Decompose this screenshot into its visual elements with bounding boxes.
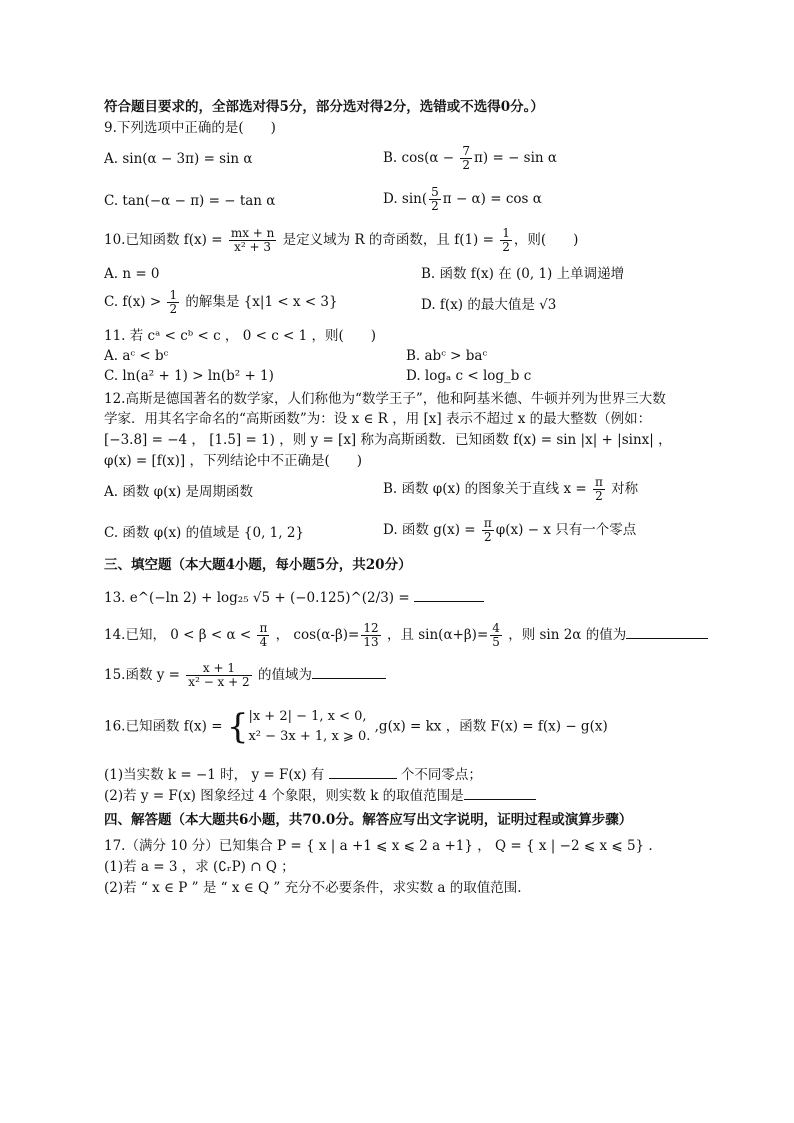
q17-line-3: (2)若 “ x ∈ P ” 是 “ x ∈ Q ” 充分不必要条件，求实数 a 的取值范围. [104, 880, 522, 896]
answer-blank [312, 664, 386, 679]
section-header-note: 符合题目要求的，全部选对得5分，部分选对得2分，选错或不选得0分。） [104, 99, 544, 115]
q9-option-d: D. sin( $\frac{5}{2}$ π − α) = cos α [383, 185, 542, 213]
q12-option-c: C. 函数 φ(x) 的值域是 {0, 1, 2} [104, 525, 305, 541]
fraction: $\frac{mx + n}{\text{x² + 3}}$ [230, 226, 275, 254]
fraction: $\frac{12}{13}$ [363, 621, 379, 649]
q12-option-b: B. 函数 φ(x) 的图象关于直线 x = $\frac{\pi}{2}$ 对称 [383, 475, 639, 503]
q9-option-b: B. cos(α − $\frac{7}{2}$ π) = − sin α [383, 144, 558, 172]
fraction: $\frac{5}{2}$ [431, 185, 439, 213]
answer-blank [414, 587, 484, 602]
piecewise-cases: |x + 2| − 1, x < 0, x² − 3x + 1, x ⩾ 0. [248, 709, 371, 744]
q14: 14.已知， 0 < β < α < $\frac{\pi}{4}$ ， cos(α-β)= $\frac{12}{13}$ ，且 sin(α+β)= $\frac{4}{5}$ ，则 sin 2α 的值为 [104, 622, 708, 649]
q10-option-b: B. 函数 f(x) 在 (0, 1) 上单调递增 [421, 266, 625, 282]
fraction: $\frac{4}{5}$ [492, 621, 500, 649]
fraction: $\frac{\pi}{4}$ [259, 621, 268, 649]
q11-option-d: D. logₐ c < log_b c [406, 368, 532, 384]
q10-option-a: A. n = 0 [104, 266, 160, 282]
q12-line-3: [−3.8] = −4 ， [1.5] = 1) ，则 y = [x] 称为高斯函数．已知函数 f(x) = sin |x| + |sinx| ， [104, 432, 672, 448]
q9-option-c: C. tan(−α − π) = − tan α [104, 193, 276, 209]
fraction: $\frac{\pi}{2}$ [594, 475, 603, 503]
q16-part-1: (1)当实数 k = −1 时， y = F(x) 有 个不同零点； [104, 764, 482, 784]
q17-line-1: 17.（满分 10 分）已知集合 P = { x | a +1 ⩽ x ⩽ 2 a +1} ， Q = { x | −2 ⩽ x ⩽ 5} . [104, 838, 653, 854]
q11-option-b: B. abᶜ > baᶜ [406, 348, 488, 364]
section-3-title: 三、填空题（本大题4小题，每小题5分，共20分） [104, 557, 412, 573]
left-brace: { [226, 707, 249, 747]
q12-line-4: φ(x) = [f(x)] ，下列结论中不正确是( ) [104, 453, 362, 469]
q17-line-2: (1)若 a = 3 ，求 (∁ᵣP) ∩ Q ； [104, 859, 295, 875]
fraction: $\frac{1}{2}$ [169, 288, 178, 316]
q13: 13. e^(−ln 2) + log₂₅ √5 + (−0.125)^(2/3) = [104, 587, 484, 607]
section-4-title: 四、解答题（本大题共6小题，共70.0分。解答应写出文字说明，证明过程或演算步骤） [104, 812, 633, 828]
q11-option-a: A. aᶜ < bᶜ [104, 348, 169, 364]
fraction: $\frac{x + 1}{\text{x² − x + 2}}$ [188, 661, 250, 689]
q12-line-1: 12.高斯是德国著名的数学家，人们称他为“数学王子”，他和阿基米德、牛顿并列为世界三大数 [104, 391, 666, 407]
q16-stem: 16.已知函数 f(x) = { |x + 2| − 1, x < 0, x² − 3x + 1, x ⩾ 0. ,g(x) = kx ，函数 F(x) = f(x) − g(x) [104, 707, 608, 747]
fraction: $\frac{\pi}{2}$ [483, 516, 492, 544]
q15: 15.函数 y = $\frac{x + 1}{\text{x² − x + 2}}$ 的值域为 [104, 662, 386, 689]
q12-line-2: 学家．用其名字命名的“高斯函数”为：设 x ∈ R ，用 [x] 表示不超过 x 的最大整数（例如： [104, 411, 652, 427]
q11-stem: 11. 若 cᵃ < cᵇ < c ， 0 < c < 1 ，则( ) [104, 328, 377, 344]
fraction: $\frac{7}{2}$ [462, 144, 471, 172]
q9-option-a: A. sin(α − 3π) = sin α [104, 151, 253, 167]
q10-option-c: C. f(x) > $\frac{1}{2}$ 的解集是 {x|1 < x < 3} [104, 288, 338, 316]
answer-blank [626, 624, 708, 639]
answer-blank [464, 785, 536, 800]
q12-option-d: D. 函数 g(x) = $\frac{\pi}{2}$ φ(x) − x 只有一个零点 [383, 516, 637, 544]
answer-blank [329, 764, 397, 779]
fraction: $\frac{1}{2}$ [502, 226, 510, 254]
q10-option-d: D. f(x) 的最大值是 √3 [421, 297, 557, 313]
q16-part-2: (2)若 y = F(x) 图象经过 4 个象限，则实数 k 的取值范围是 [104, 785, 536, 805]
q9-stem: 9.下列选项中正确的是( ) [104, 120, 276, 136]
q11-option-c: C. ln(a² + 1) > ln(b² + 1) [104, 368, 274, 384]
q12-option-a: A. 函数 φ(x) 是周期函数 [104, 484, 254, 500]
q10-stem: 10.已知函数 f(x) = $\frac{mx + n}{\text{x² + 3}}$ 是定义域为 R 的奇函数，且 f(1) = $\frac{1}{2}$ ，则( ) [104, 226, 579, 254]
